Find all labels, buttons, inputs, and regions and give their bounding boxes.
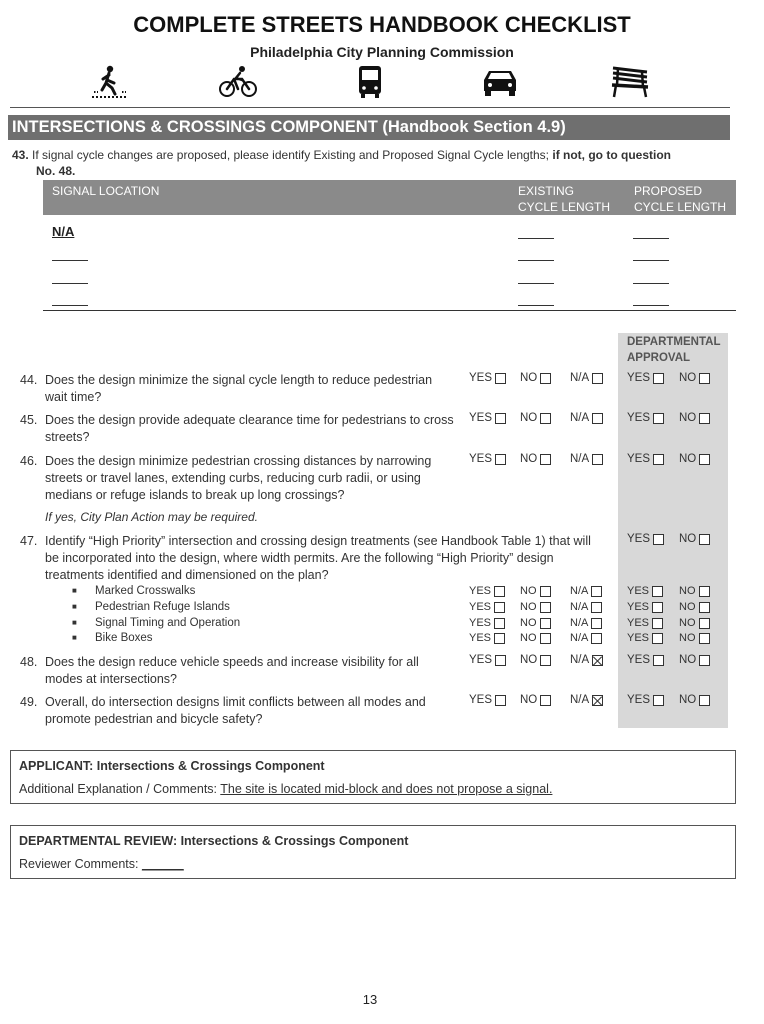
- checkbox[interactable]: [699, 454, 710, 465]
- q47-item-1-na[interactable]: [570, 585, 602, 597]
- q47-dept-no[interactable]: [679, 533, 710, 545]
- q47-item-1-dept-no[interactable]: [679, 585, 710, 597]
- checkbox[interactable]: [699, 655, 710, 666]
- q46-dept-no-label: NO: [679, 453, 697, 465]
- checkbox[interactable]: [652, 602, 663, 613]
- q47-item-bike-boxes: ■ Bike Boxes: [72, 632, 153, 644]
- checkbox[interactable]: [592, 413, 603, 424]
- q47-item-4-na-label: N/A: [570, 632, 589, 644]
- question-skip-text: if not, go to question: [552, 148, 671, 162]
- departmental-approval-column: [618, 333, 728, 728]
- checkbox[interactable]: [495, 655, 506, 666]
- q48-na[interactable]: [570, 654, 603, 666]
- q47-item-2-na[interactable]: [570, 601, 602, 613]
- q48-no-label: NO: [520, 654, 538, 666]
- checkbox[interactable]: [699, 534, 710, 545]
- proposed-cycle-field[interactable]: [633, 238, 669, 239]
- q45-na-label: N/A: [570, 412, 590, 424]
- q46-no-label: NO: [520, 453, 538, 465]
- q47-item-4-no-label: NO: [520, 632, 537, 644]
- q47-item-1-dept-yes-label: YES: [627, 585, 650, 597]
- q45-no-label: NO: [520, 412, 538, 424]
- signal-table-header: [43, 180, 736, 215]
- question-46: 46. Does the design minimize pedestrian crossing distances by narrowing streets or travel lanes, extending curbs, reducing curb radii, or using medians or refuge islands to break up long crossings?: [20, 454, 432, 502]
- question-49: 49. Overall, do intersection designs limit conflicts between all modes and promote pedestrian and bicycle safety?: [20, 695, 426, 726]
- q49-dept-yes[interactable]: [627, 694, 664, 706]
- q47-item-2-na-label: N/A: [570, 601, 589, 613]
- applicant-comment-label: Additional Explanation / Comments:: [19, 782, 218, 796]
- q46-na-label: N/A: [570, 453, 590, 465]
- question-44: 44. Does the design minimize the signal cycle length to reduce pedestrian wait time?: [20, 373, 433, 404]
- checkbox[interactable]: [652, 586, 663, 597]
- checkbox[interactable]: [540, 454, 551, 465]
- checkbox[interactable]: [540, 655, 551, 666]
- q44-dept-yes[interactable]: [627, 372, 664, 384]
- checkbox[interactable]: [652, 618, 663, 629]
- q46-dept-no[interactable]: [679, 453, 710, 465]
- q47-item-3-dept-no[interactable]: [679, 617, 710, 629]
- proposed-cycle-field[interactable]: [633, 283, 669, 284]
- q46-dept-yes-label: YES: [627, 453, 651, 465]
- existing-cycle-field[interactable]: [518, 305, 554, 306]
- q47-item-3-yes[interactable]: [469, 617, 505, 629]
- q46-no[interactable]: [520, 453, 551, 465]
- review-comment-label: Reviewer Comments:: [19, 857, 139, 871]
- q47-item-1-dept-yes[interactable]: [627, 585, 663, 597]
- checkbox[interactable]: [653, 413, 664, 424]
- question-skip-target: No. 48.: [36, 164, 76, 178]
- q47-item-3-na[interactable]: [570, 617, 602, 629]
- q47-item-2-no-label: NO: [520, 601, 537, 613]
- checkbox[interactable]: [592, 655, 603, 666]
- q44-dept-no-label: NO: [679, 372, 697, 384]
- existing-cycle-field[interactable]: [518, 238, 554, 239]
- checkbox[interactable]: [591, 633, 602, 644]
- review-comment-row: [19, 857, 184, 871]
- col-existing: EXISTING CYCLE LENGTH: [518, 184, 611, 214]
- q48-yes[interactable]: [469, 654, 506, 666]
- q47-item-4-no[interactable]: [520, 632, 551, 644]
- q49-no[interactable]: [520, 694, 551, 706]
- q49-yes-label: YES: [469, 694, 493, 706]
- proposed-cycle-field[interactable]: [633, 260, 669, 261]
- q47-item-3-no-label: NO: [520, 617, 537, 629]
- review-comment-box: [10, 825, 736, 879]
- page-number: 13: [362, 992, 378, 1007]
- question-48: 48. Does the design reduce vehicle speeds and increase visibility for all modes at intersections?: [20, 655, 419, 686]
- q47-item-1-yes-label: YES: [469, 585, 492, 597]
- q46-yes[interactable]: [469, 453, 506, 465]
- car-icon: [480, 64, 520, 100]
- q44-yes[interactable]: [469, 372, 506, 384]
- checkbox[interactable]: [653, 373, 664, 384]
- q49-yes[interactable]: [469, 694, 506, 706]
- q49-na-label: N/A: [570, 694, 590, 706]
- checkbox[interactable]: [592, 373, 603, 384]
- checkbox[interactable]: [495, 413, 506, 424]
- signal-location-field[interactable]: [52, 283, 88, 284]
- q49-dept-yes-label: YES: [627, 694, 651, 706]
- q47-dept-no-label: NO: [679, 533, 697, 545]
- q45-yes[interactable]: [469, 412, 506, 424]
- checkbox[interactable]: [653, 695, 664, 706]
- checkbox[interactable]: [540, 618, 551, 629]
- header-divider: [10, 107, 730, 108]
- q49-no-label: NO: [520, 694, 538, 706]
- checkbox[interactable]: [494, 618, 505, 629]
- bus-icon: [350, 64, 390, 100]
- q49-dept-no-label: NO: [679, 694, 697, 706]
- q47-item-4-yes-label: YES: [469, 632, 492, 644]
- q47-item-4-dept-yes-label: YES: [627, 632, 650, 644]
- pedestrian-icon: [90, 64, 130, 100]
- checkbox[interactable]: [653, 454, 664, 465]
- checkbox[interactable]: [495, 695, 506, 706]
- q47-item-1-dept-no-label: NO: [679, 585, 696, 597]
- checkbox[interactable]: [591, 618, 602, 629]
- page-title: COMPLETE STREETS HANDBOOK CHECKLIST: [133, 12, 631, 37]
- checkbox[interactable]: [540, 695, 551, 706]
- q48-dept-no[interactable]: [679, 654, 710, 666]
- signal-location-value[interactable]: N/A: [52, 224, 75, 239]
- q47-item-1-yes[interactable]: [469, 585, 505, 597]
- checkbox[interactable]: [699, 633, 710, 644]
- q44-no-label: NO: [520, 372, 538, 384]
- q47-item-3-dept-yes-label: YES: [627, 617, 650, 629]
- question-43: [12, 147, 724, 179]
- q47-dept-yes-label: YES: [627, 533, 651, 545]
- q47-dept-yes[interactable]: [627, 533, 664, 545]
- q44-na[interactable]: [570, 372, 603, 384]
- section-title: INTERSECTIONS & CROSSINGS COMPONENT (Handbook Section 4.9): [8, 115, 730, 140]
- departmental-approval-header: DEPARTMENTAL APPROVAL: [627, 336, 721, 364]
- q47-item-1-no[interactable]: [520, 585, 551, 597]
- bicycle-icon: [218, 64, 258, 100]
- checkbox[interactable]: [699, 586, 710, 597]
- q47-item-3-dept-no-label: NO: [679, 617, 696, 629]
- bench-icon: [610, 64, 650, 100]
- q45-no[interactable]: [520, 412, 551, 424]
- checkbox[interactable]: [592, 454, 603, 465]
- q47-item-2-dept-yes[interactable]: [627, 601, 663, 613]
- review-heading: DEPARTMENTAL REVIEW: Intersections & Crossings Component: [19, 834, 409, 848]
- checkbox[interactable]: [591, 586, 602, 597]
- question-46-note: If yes, City Plan Action may be required.: [45, 510, 258, 524]
- applicant-comment-row: [19, 782, 552, 796]
- q47-item-2-dept-no[interactable]: [679, 601, 710, 613]
- q48-no[interactable]: [520, 654, 551, 666]
- q47-item-1-no-label: NO: [520, 585, 537, 597]
- checkbox[interactable]: [495, 373, 506, 384]
- question-text: If signal cycle changes are proposed, please identify Existing and Proposed Signal Cycle lengths;: [32, 148, 550, 162]
- q47-item-1-na-label: N/A: [570, 585, 589, 597]
- q44-dept-no[interactable]: [679, 372, 710, 384]
- applicant-comment-field[interactable]: The site is located mid-block and does not propose a signal.: [220, 782, 553, 796]
- q47-item-signal-timing: ■ Signal Timing and Operation: [72, 617, 241, 629]
- checkbox[interactable]: [495, 454, 506, 465]
- checkbox[interactable]: [540, 373, 551, 384]
- checkbox[interactable]: [699, 618, 710, 629]
- checkbox[interactable]: [699, 602, 710, 613]
- q44-yes-label: YES: [469, 372, 493, 384]
- q47-item-marked-crosswalks: ■ Marked Crosswalks: [72, 585, 196, 597]
- q49-na[interactable]: [570, 694, 603, 706]
- q46-na[interactable]: [570, 453, 603, 465]
- checkbox[interactable]: [494, 586, 505, 597]
- q47-item-3-yes-label: YES: [469, 617, 492, 629]
- q44-dept-yes-label: YES: [627, 372, 651, 384]
- q47-item-2-yes-label: YES: [469, 601, 492, 613]
- checkbox[interactable]: [653, 655, 664, 666]
- signal-location-field[interactable]: [52, 305, 88, 306]
- q45-na[interactable]: [570, 412, 603, 424]
- col-proposed: PROPOSED CYCLE LENGTH: [634, 184, 727, 214]
- checkbox[interactable]: [652, 633, 663, 644]
- q47-item-4-dept-no-label: NO: [679, 632, 696, 644]
- q48-dept-yes-label: YES: [627, 654, 651, 666]
- checkbox[interactable]: [494, 633, 505, 644]
- q47-item-3-na-label: N/A: [570, 617, 589, 629]
- checkbox[interactable]: [494, 602, 505, 613]
- proposed-cycle-field[interactable]: [633, 305, 669, 306]
- checkbox[interactable]: [699, 413, 710, 424]
- q45-yes-label: YES: [469, 412, 493, 424]
- q47-item-4-dept-yes[interactable]: [627, 632, 663, 644]
- q48-dept-yes[interactable]: [627, 654, 664, 666]
- checkbox[interactable]: [699, 373, 710, 384]
- q47-item-2-yes[interactable]: [469, 601, 505, 613]
- checkbox[interactable]: [540, 602, 551, 613]
- q47-item-3-dept-yes[interactable]: [627, 617, 663, 629]
- review-comment-field[interactable]: ______: [141, 857, 184, 871]
- applicant-heading: APPLICANT: Intersections & Crossings Component: [19, 759, 325, 773]
- signal-table-bottom-rule: [43, 310, 736, 311]
- q44-no[interactable]: [520, 372, 551, 384]
- checkbox[interactable]: [540, 413, 551, 424]
- checkbox[interactable]: [653, 534, 664, 545]
- q47-item-2-dept-yes-label: YES: [627, 601, 650, 613]
- q46-dept-yes[interactable]: [627, 453, 664, 465]
- q45-dept-yes[interactable]: [627, 412, 664, 424]
- checkbox[interactable]: [591, 602, 602, 613]
- checkbox[interactable]: [592, 695, 603, 706]
- question-47: 47. Identify “High Priority” intersection and crossing design treatments (see Handbook Table 1) that will be incorporated into the design, where width permits. Are the following “High Priority” design treatments identified and dimensioned on the plan?: [20, 534, 591, 582]
- signal-location-field[interactable]: [52, 260, 88, 261]
- q47-item-refuge-islands: ■ Pedestrian Refuge Islands: [72, 601, 230, 613]
- page-subtitle: Philadelphia City Planning Commission: [250, 44, 514, 60]
- q47-item-2-no[interactable]: [520, 601, 551, 613]
- q48-dept-no-label: NO: [679, 654, 697, 666]
- q47-item-3-no[interactable]: [520, 617, 551, 629]
- question-45: 45. Does the design provide adequate clearance time for pedestrians to cross streets?: [20, 413, 454, 444]
- q47-item-4-na[interactable]: [570, 632, 602, 644]
- q47-item-4-dept-no[interactable]: [679, 632, 710, 644]
- col-signal-location: SIGNAL LOCATION: [52, 184, 160, 198]
- q45-dept-no-label: NO: [679, 412, 697, 424]
- q45-dept-no[interactable]: [679, 412, 710, 424]
- q48-yes-label: YES: [469, 654, 493, 666]
- checkbox[interactable]: [699, 695, 710, 706]
- existing-cycle-field[interactable]: [518, 283, 554, 284]
- existing-cycle-field[interactable]: [518, 260, 554, 261]
- q46-yes-label: YES: [469, 453, 493, 465]
- q45-dept-yes-label: YES: [627, 412, 651, 424]
- q44-na-label: N/A: [570, 372, 590, 384]
- question-number: 43.: [12, 148, 29, 162]
- q48-na-label: N/A: [570, 654, 590, 666]
- q49-dept-no[interactable]: [679, 694, 710, 706]
- checkbox[interactable]: [540, 586, 551, 597]
- q47-item-2-dept-no-label: NO: [679, 601, 696, 613]
- applicant-comment-box: [10, 750, 736, 804]
- q47-item-4-yes[interactable]: [469, 632, 505, 644]
- checkbox[interactable]: [540, 633, 551, 644]
